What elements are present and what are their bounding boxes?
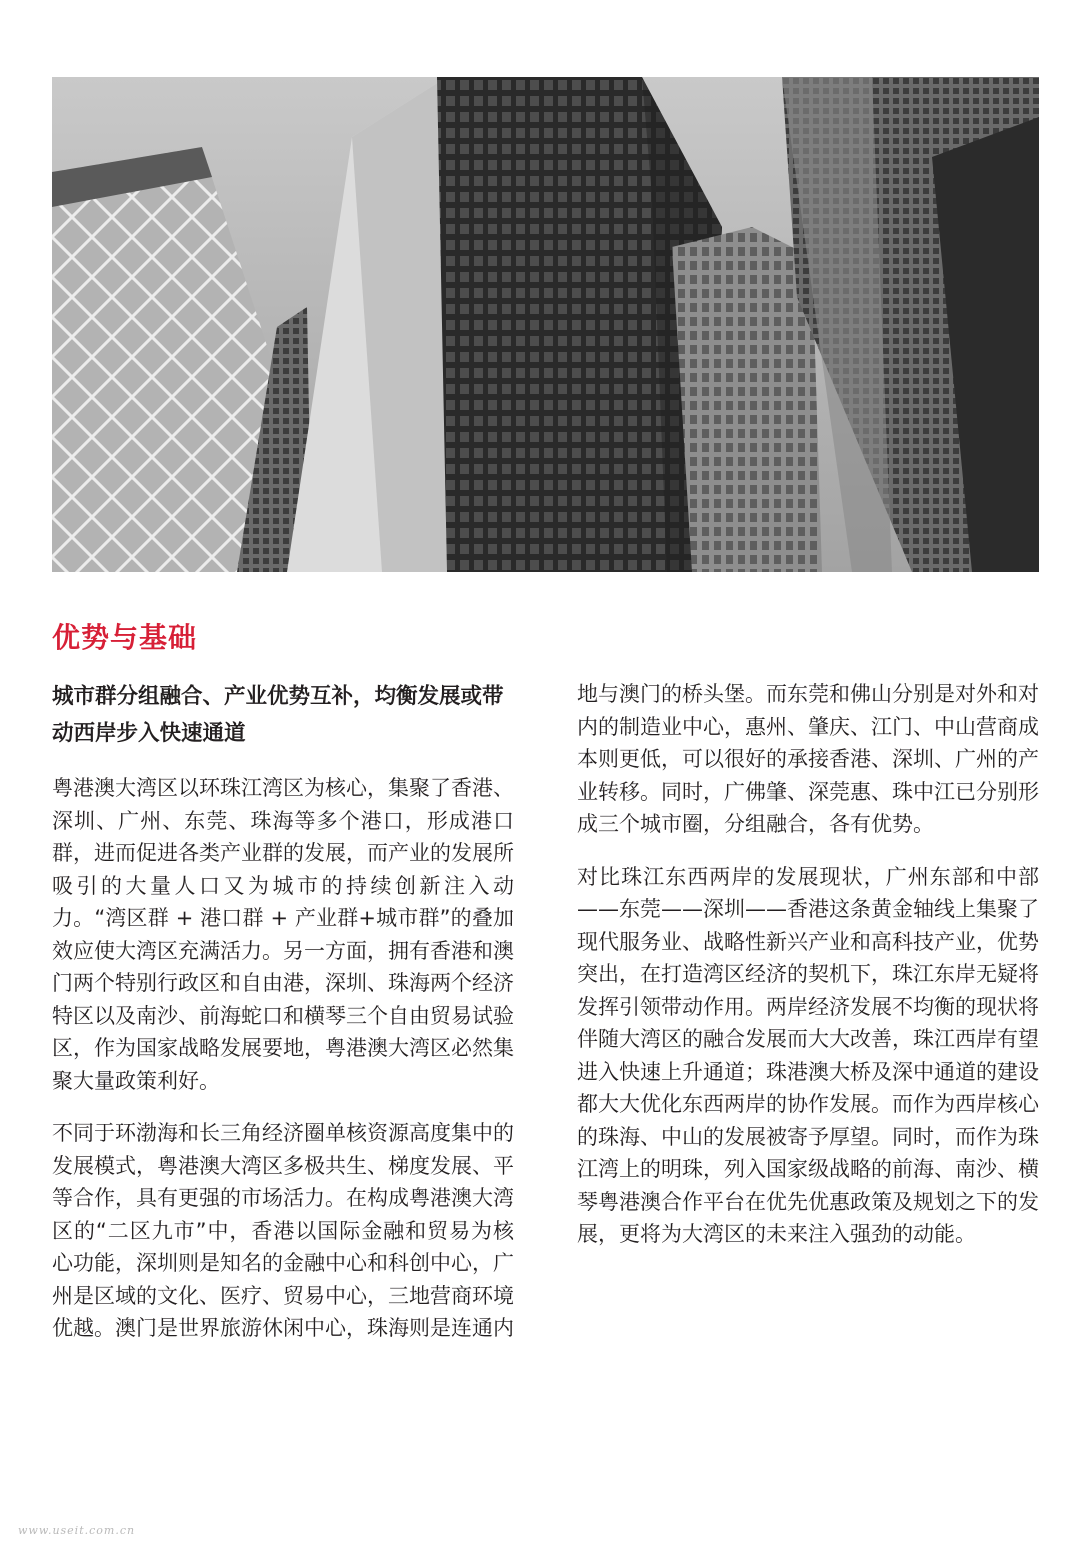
paragraph: 粤港澳大湾区以环珠江湾区为核心，集聚了香港、深圳、广州、东莞、珠海等多个港口，形成港口群，进而促进各类产业群的发展，而产业的发展所吸引的大量人口又为城市的持续创新注入动力。“湾区群 + 港口群 + 产业群+城市群”的叠加效应使大湾区充满活力。另一方面，拥有香港和澳门两个特别行政区和自由港，深圳、珠海两个经济特区以及南沙、前海蛇口和横琴三个自由贸易试验区，作为国家战略发展要地，粤港澳大湾区必然集聚大量政策利好。 — [52, 776, 514, 1093]
paragraph: 地与澳门的桥头堡。而东莞和佛山分别是对外和对内的制造业中心，惠州、肇庆、江门、中山营商成本则更低，可以很好的承接香港、深圳、广州的产业转移。同时，广佛肇、深莞惠、珠中江已分别形成三个城市圈，分组融合，各有优势。 — [577, 682, 1039, 836]
section-title: 优势与基础 — [52, 621, 198, 654]
paragraph: 不同于环渤海和长三角经济圈单核资源高度集中的发展模式，粤港澳大湾区多极共生、梯度发展、平等合作，具有更强的市场活力。在构成粤港澳大湾区的“二区九市”中，香港以国际金融和贸易为核心功能，深圳则是知名的金融中心和科创中心，广州是区域的文化、医疗、贸易中心，三地营商环境优越。澳门是世界旅游休闲中心，珠海则是连通内 — [52, 1121, 514, 1340]
left-column — [52, 678, 514, 1365]
skyscrapers-photo-icon — [52, 77, 1039, 572]
section-subtitle: 城市群分组融合、产业优势互补，均衡发展或带动西岸步入快速通道 — [52, 684, 504, 746]
hero-image — [52, 77, 1039, 572]
paragraph: 对比珠江东西两岸的发展现状，广州东部和中部——东莞——深圳——香港这条黄金轴线上集聚了现代服务业、战略性新兴产业和高科技产业，优势突出，在打造湾区经济的契机下，珠江东岸无疑将发挥引领带动作用。两岸经济发展不均衡的现状将伴随大湾区的融合发展而大大改善，珠江西岸有望进入快速上升通道；珠港澳大桥及深中通道的建设都大大优化东西两岸的协作发展。而作为西岸核心的珠海、中山的发展被寄予厚望。同时，而作为珠江湾上的明珠，列入国家级战略的前海、南沙、横琴粤港澳合作平台在优先优惠政策及规划之下的发展，更将为大湾区的未来注入强劲的动能。 — [577, 864, 1039, 1246]
right-column — [577, 678, 1039, 1271]
watermark: www.useit.com.cn — [18, 1524, 136, 1537]
